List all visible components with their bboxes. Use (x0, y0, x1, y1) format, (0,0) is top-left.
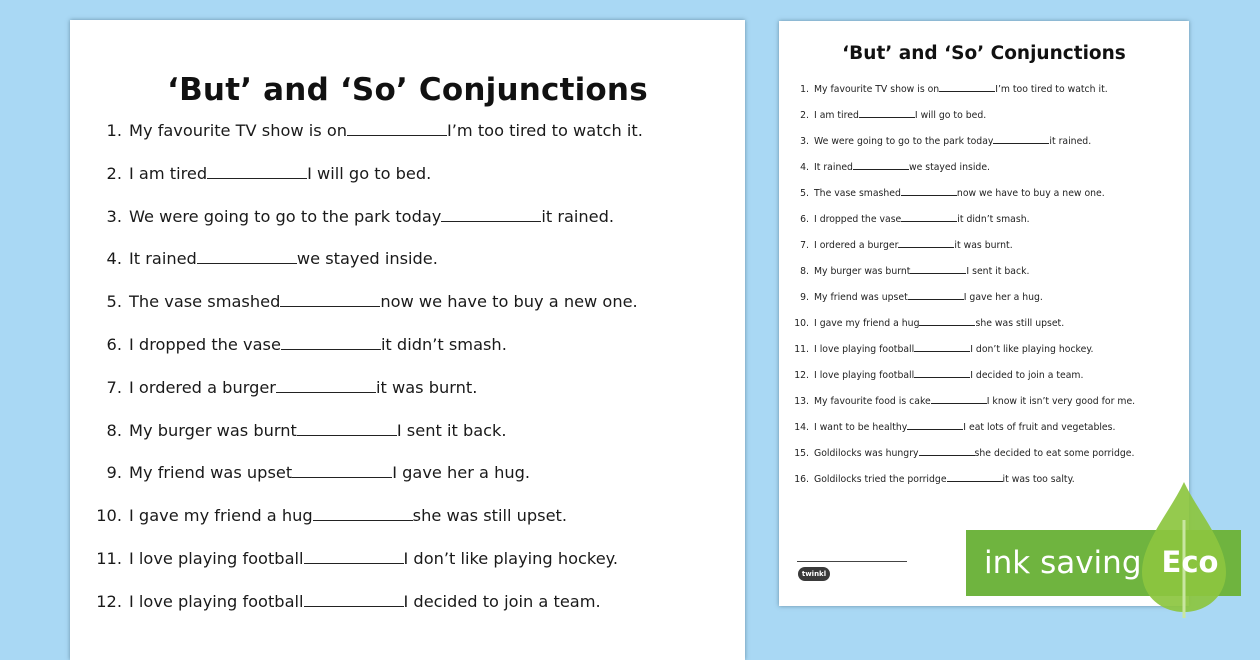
name-line (797, 561, 907, 562)
answer-blank[interactable] (947, 474, 1003, 482)
question-list (70, 20, 745, 620)
question-text (814, 238, 1013, 254)
question-text (814, 134, 1091, 150)
sentence-end: I don’t like playing hockey. (403, 549, 619, 568)
question-number: 7. (106, 377, 122, 397)
answer-blank[interactable] (280, 293, 380, 307)
sentence-start: I ordered a burger (814, 240, 899, 251)
question-number: 6. (106, 335, 122, 354)
question-number: 10. (96, 506, 122, 526)
sentence-start: We were going to go to the park today (814, 136, 994, 147)
sentence-start: I dropped the vase (814, 214, 902, 225)
answer-blank[interactable] (898, 240, 954, 248)
question-number: 11. (794, 344, 809, 355)
question-text (814, 108, 986, 124)
sentence-start: I want to be healthy (814, 422, 908, 433)
sentence-start: I love playing football (814, 344, 915, 355)
sentence-start: The vase smashed (814, 188, 901, 199)
question-text (129, 332, 507, 358)
question-text (814, 342, 1093, 358)
answer-blank[interactable] (859, 110, 915, 118)
eco-label: Eco (1161, 545, 1219, 579)
sentence-start: My favourite TV show is on (129, 121, 347, 140)
sentence-start: My burger was burnt (129, 420, 297, 440)
worksheet-title: ‘But’ and ‘So’ Conjunctions (167, 72, 648, 108)
question-number: 12. (794, 370, 809, 381)
sentence-start: We were going to go to the park today (129, 206, 442, 226)
answer-blank[interactable] (910, 266, 966, 274)
sentence-end: now we have to buy a new one. (956, 188, 1105, 199)
answer-blank[interactable] (276, 379, 376, 393)
sentence-start: Goldilocks was hungry (814, 448, 919, 459)
question-number: 14. (794, 422, 809, 433)
answer-blank[interactable] (908, 292, 964, 300)
question-text (814, 212, 1030, 228)
question-text (129, 589, 601, 615)
answer-blank[interactable] (292, 464, 392, 478)
answer-blank[interactable] (197, 250, 297, 264)
question-number: 10. (794, 318, 809, 329)
answer-blank[interactable] (939, 84, 995, 92)
sentence-end: it rained. (1049, 136, 1092, 147)
question-text (814, 420, 1115, 436)
sentence-start: I am tired (129, 163, 208, 183)
sentence-end: I don’t like playing hockey. (970, 344, 1094, 355)
sentence-end: she decided to eat some porridge. (974, 448, 1135, 459)
question-number: 9. (800, 292, 809, 303)
sentence-end: it was too salty. (1002, 474, 1075, 485)
question-text (814, 446, 1134, 462)
question-text (814, 316, 1064, 332)
sentence-end: I know it isn’t very good for me. (986, 396, 1136, 407)
sentence-end: she was still upset. (412, 506, 568, 526)
sentence-end: I sent it back. (966, 266, 1030, 277)
question-number: 1. (106, 121, 122, 140)
answer-blank[interactable] (901, 188, 957, 196)
sentence-end: now we have to buy a new one. (380, 292, 638, 312)
question-text (814, 160, 990, 176)
answer-blank[interactable] (993, 136, 1049, 144)
sentence-start: It rained (814, 162, 853, 173)
sentence-start: I gave my friend a hug (129, 506, 313, 526)
question-number: 4. (106, 249, 122, 269)
worksheet-title-small: ‘But’ and ‘So’ Conjunctions (842, 43, 1126, 64)
sentence-end: I’m too tired to watch it. (995, 84, 1108, 95)
answer-blank[interactable] (281, 336, 381, 350)
worksheet-preview-small (779, 21, 1189, 606)
sentence-start: I gave my friend a hug (814, 318, 920, 329)
question-text (129, 118, 643, 144)
question-number: 1. (800, 84, 809, 95)
twinkl-logo: twinkl (798, 567, 830, 581)
question-number: 7. (800, 240, 809, 251)
answer-blank[interactable] (931, 396, 987, 404)
sentence-end: we stayed inside. (908, 162, 990, 173)
answer-blank[interactable] (914, 344, 970, 352)
question-number: 3. (106, 206, 122, 226)
sentence-start: Goldilocks tried the porridge (814, 474, 947, 485)
question-number: 6. (800, 214, 809, 225)
question-text (814, 472, 1075, 488)
sentence-end: it was burnt. (954, 240, 1013, 251)
sentence-end: we stayed inside. (296, 249, 438, 269)
sentence-start: My favourite TV show is on (814, 84, 940, 95)
question-text (129, 375, 477, 401)
answer-blank[interactable] (313, 507, 413, 521)
question-text (814, 186, 1105, 202)
worksheet-preview-large (70, 20, 745, 660)
question-number: 3. (800, 136, 809, 147)
answer-blank[interactable] (919, 318, 975, 326)
question-number: 15. (794, 448, 809, 459)
question-text (129, 246, 438, 272)
sentence-end: it was burnt. (375, 377, 478, 397)
sentence-start: My friend was upset (129, 463, 293, 483)
sentence-start: I dropped the vase (129, 335, 281, 354)
answer-blank[interactable] (304, 550, 404, 564)
sentence-end: I gave her a hug. (963, 292, 1043, 303)
ink-saving-label: ink saving (984, 545, 1142, 581)
question-number: 12. (96, 591, 122, 611)
sentence-start: My burger was burnt (814, 266, 911, 277)
question-text (814, 290, 1043, 306)
sentence-end: it didn’t smash. (380, 335, 507, 354)
answer-blank[interactable] (207, 165, 307, 179)
answer-blank[interactable] (853, 162, 909, 170)
question-text (129, 161, 431, 187)
answer-blank[interactable] (901, 214, 957, 222)
sentence-start: I love playing football (814, 370, 915, 381)
question-number: 11. (96, 549, 122, 568)
answer-blank[interactable] (914, 370, 970, 378)
question-text (814, 264, 1029, 280)
sentence-start: I am tired (814, 110, 859, 121)
question-text (129, 503, 567, 529)
sentence-start: My friend was upset (814, 292, 908, 303)
question-text (129, 418, 507, 444)
question-number: 4. (800, 162, 809, 173)
sentence-start: It rained (129, 249, 197, 269)
answer-blank[interactable] (907, 422, 963, 430)
sentence-end: I will go to bed. (307, 163, 432, 183)
sentence-end: I decided to join a team. (970, 370, 1084, 381)
question-text (129, 289, 638, 315)
question-number: 2. (800, 110, 809, 121)
sentence-end: it rained. (541, 206, 615, 226)
sentence-end: I will go to bed. (914, 110, 987, 121)
sentence-start: I ordered a burger (129, 377, 276, 397)
sentence-start: The vase smashed (129, 292, 281, 312)
question-text (129, 546, 618, 572)
question-text (129, 204, 614, 230)
question-number: 9. (106, 463, 122, 483)
question-text (814, 394, 1135, 410)
question-text (814, 368, 1083, 384)
question-text (129, 460, 530, 486)
sentence-end: I eat lots of fruit and vegetables. (963, 422, 1116, 433)
question-number: 8. (106, 420, 122, 440)
question-number: 5. (106, 292, 122, 312)
sentence-end: I’m too tired to watch it. (447, 121, 643, 140)
question-number: 8. (800, 266, 809, 277)
sentence-start: I love playing football (129, 549, 304, 568)
answer-blank[interactable] (304, 593, 404, 607)
question-number: 13. (794, 396, 809, 407)
question-number: 16. (794, 474, 809, 485)
sentence-end: it didn’t smash. (957, 214, 1030, 225)
sentence-end: I sent it back. (396, 420, 507, 440)
answer-blank[interactable] (297, 422, 397, 436)
question-number: 5. (800, 188, 809, 199)
sentence-end: she was still upset. (975, 318, 1065, 329)
question-number: 2. (106, 163, 122, 183)
sentence-end: I gave her a hug. (392, 463, 531, 483)
question-text (814, 82, 1108, 98)
answer-blank[interactable] (347, 122, 447, 136)
sentence-start: My favourite food is cake (814, 396, 931, 407)
sentence-start: I love playing football (129, 591, 304, 611)
answer-blank[interactable] (919, 448, 975, 456)
answer-blank[interactable] (441, 208, 541, 222)
sentence-end: I decided to join a team. (403, 591, 601, 611)
